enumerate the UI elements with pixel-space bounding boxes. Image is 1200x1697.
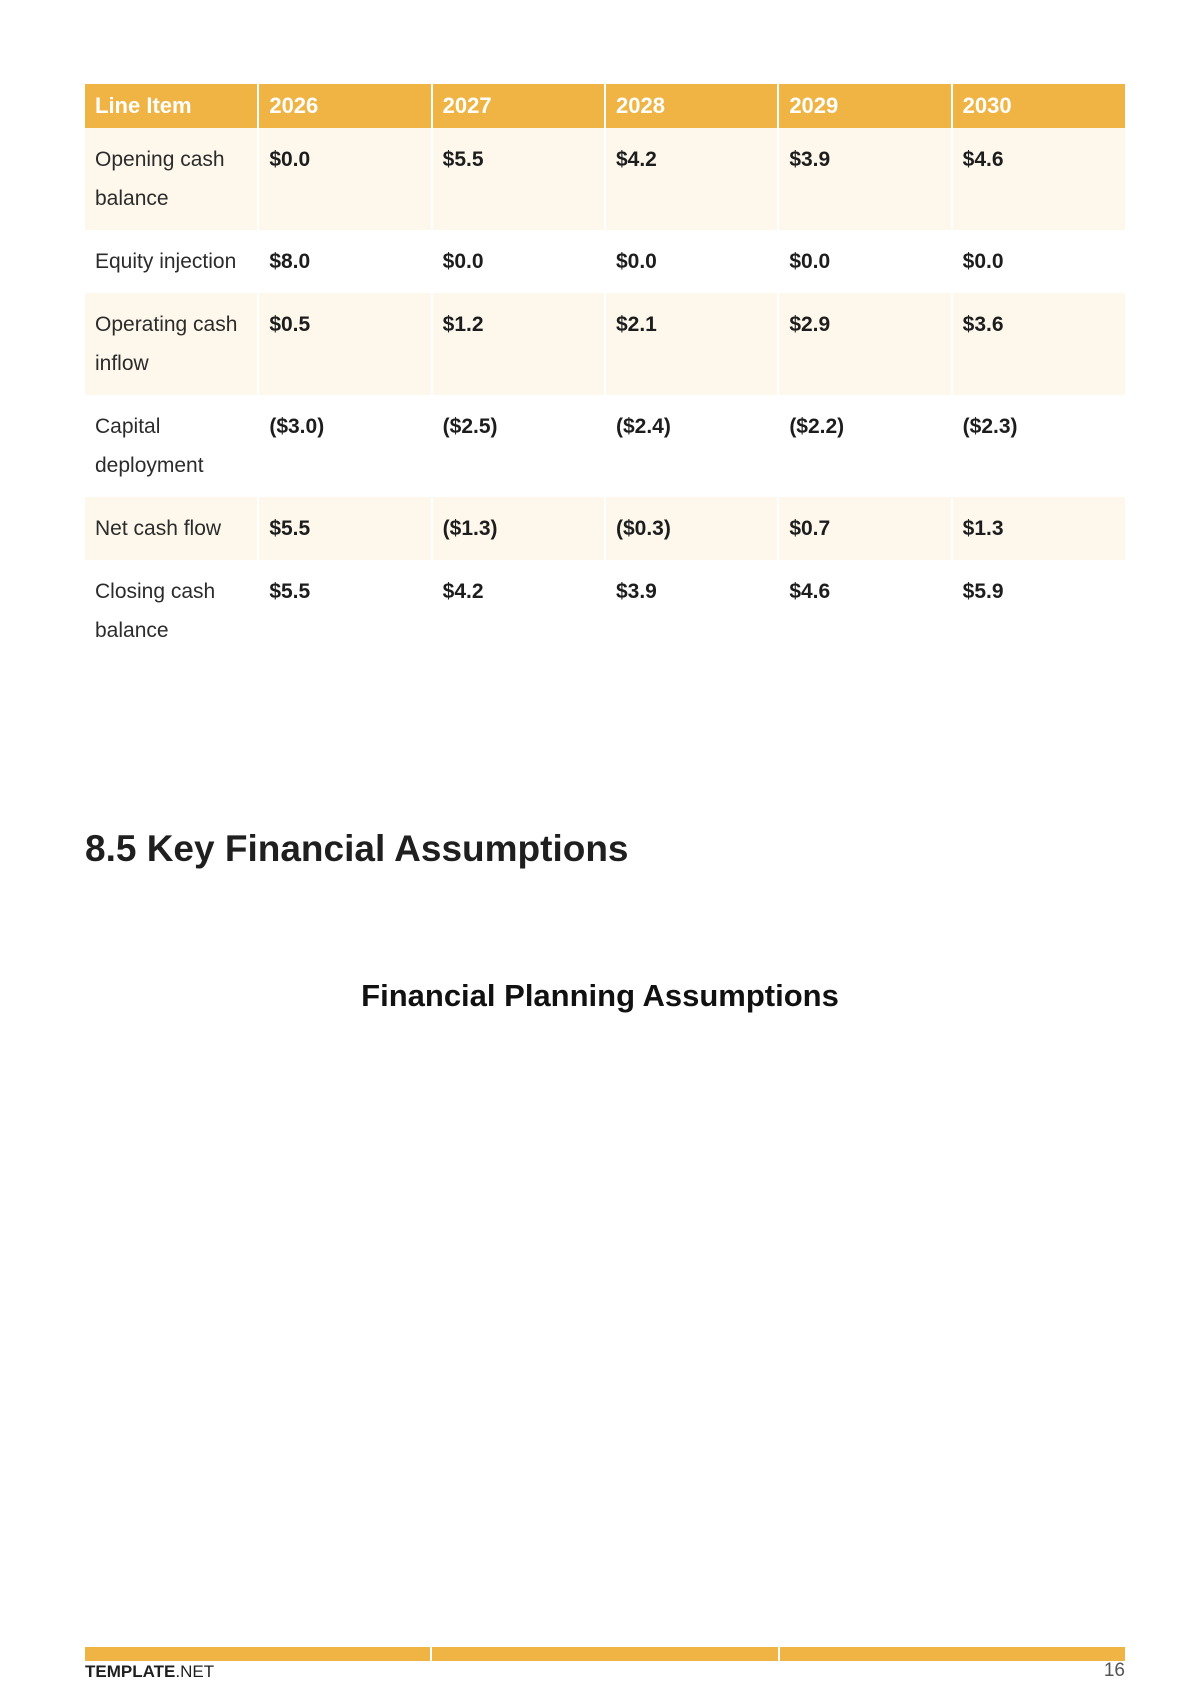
footer-bar-segment [780,1647,1125,1661]
header-2026: 2026 [258,84,431,128]
brand-name: TEMPLATE [85,1662,176,1681]
row-label: Equity injection [85,230,258,293]
cell-value: $3.6 [952,293,1125,395]
footer-bar-segment [432,1647,777,1661]
cell-value: $4.2 [605,128,778,230]
header-2029: 2029 [778,84,951,128]
cell-value: $1.2 [432,293,605,395]
cell-value: $1.3 [952,497,1125,560]
cell-value: $3.9 [778,128,951,230]
header-2027: 2027 [432,84,605,128]
cell-value: ($2.4) [605,395,778,497]
cell-value: $2.1 [605,293,778,395]
cell-value: $8.0 [258,230,431,293]
footer-bar-segment [85,1647,430,1661]
cell-value: ($2.5) [432,395,605,497]
cell-value: $0.0 [432,230,605,293]
cell-value: $4.6 [778,560,951,662]
cell-value: $5.5 [258,560,431,662]
section-heading: 8.5 Key Financial Assumptions [85,828,629,869]
table-row [85,230,1125,293]
table-row [85,395,1125,497]
footer-accent-bar [85,1647,1125,1661]
row-label: Operating cash inflow [85,293,258,395]
table-row [85,497,1125,560]
footer-brand [85,1662,214,1682]
table-header-row [85,84,1125,128]
cell-value: $5.9 [962,580,1004,603]
header-2028: 2028 [605,84,778,128]
cell-value: $0.0 [962,250,1004,273]
row-label: Closing cash balance [85,560,258,662]
cell-value: $5.5 [258,497,431,560]
cell-value: ($2.2) [778,395,951,497]
cell-value: $3.9 [605,560,778,662]
row-label: Net cash flow [85,497,258,560]
header-line-item: Line Item [85,84,258,128]
cash-flow-table [85,84,1125,662]
cell-value: $4.6 [952,128,1125,230]
table-row [85,560,1125,662]
table-row [85,293,1125,395]
cell-value: $0.0 [258,128,431,230]
cell-value: $0.7 [778,497,951,560]
cell-value: $0.5 [258,293,431,395]
cell-value: ($2.3) [962,415,1018,438]
cell-value: $5.5 [432,128,605,230]
cell-value: ($1.3) [432,497,605,560]
cell-value: $2.9 [778,293,951,395]
row-label: Capital deployment [85,395,258,497]
chart-title: Financial Planning Assumptions [361,978,839,1013]
table-row [85,128,1125,230]
cell-value: ($0.3) [605,497,778,560]
row-label: Opening cash balance [85,128,258,230]
header-2030: 2030 [952,84,1125,128]
brand-suffix: .NET [175,1662,215,1681]
cell-value: $4.2 [432,560,605,662]
cell-value: ($3.0) [258,395,431,497]
cell-value: $0.0 [778,230,951,293]
cell-value: $0.0 [605,230,778,293]
page-number: 16 [1103,1660,1125,1681]
